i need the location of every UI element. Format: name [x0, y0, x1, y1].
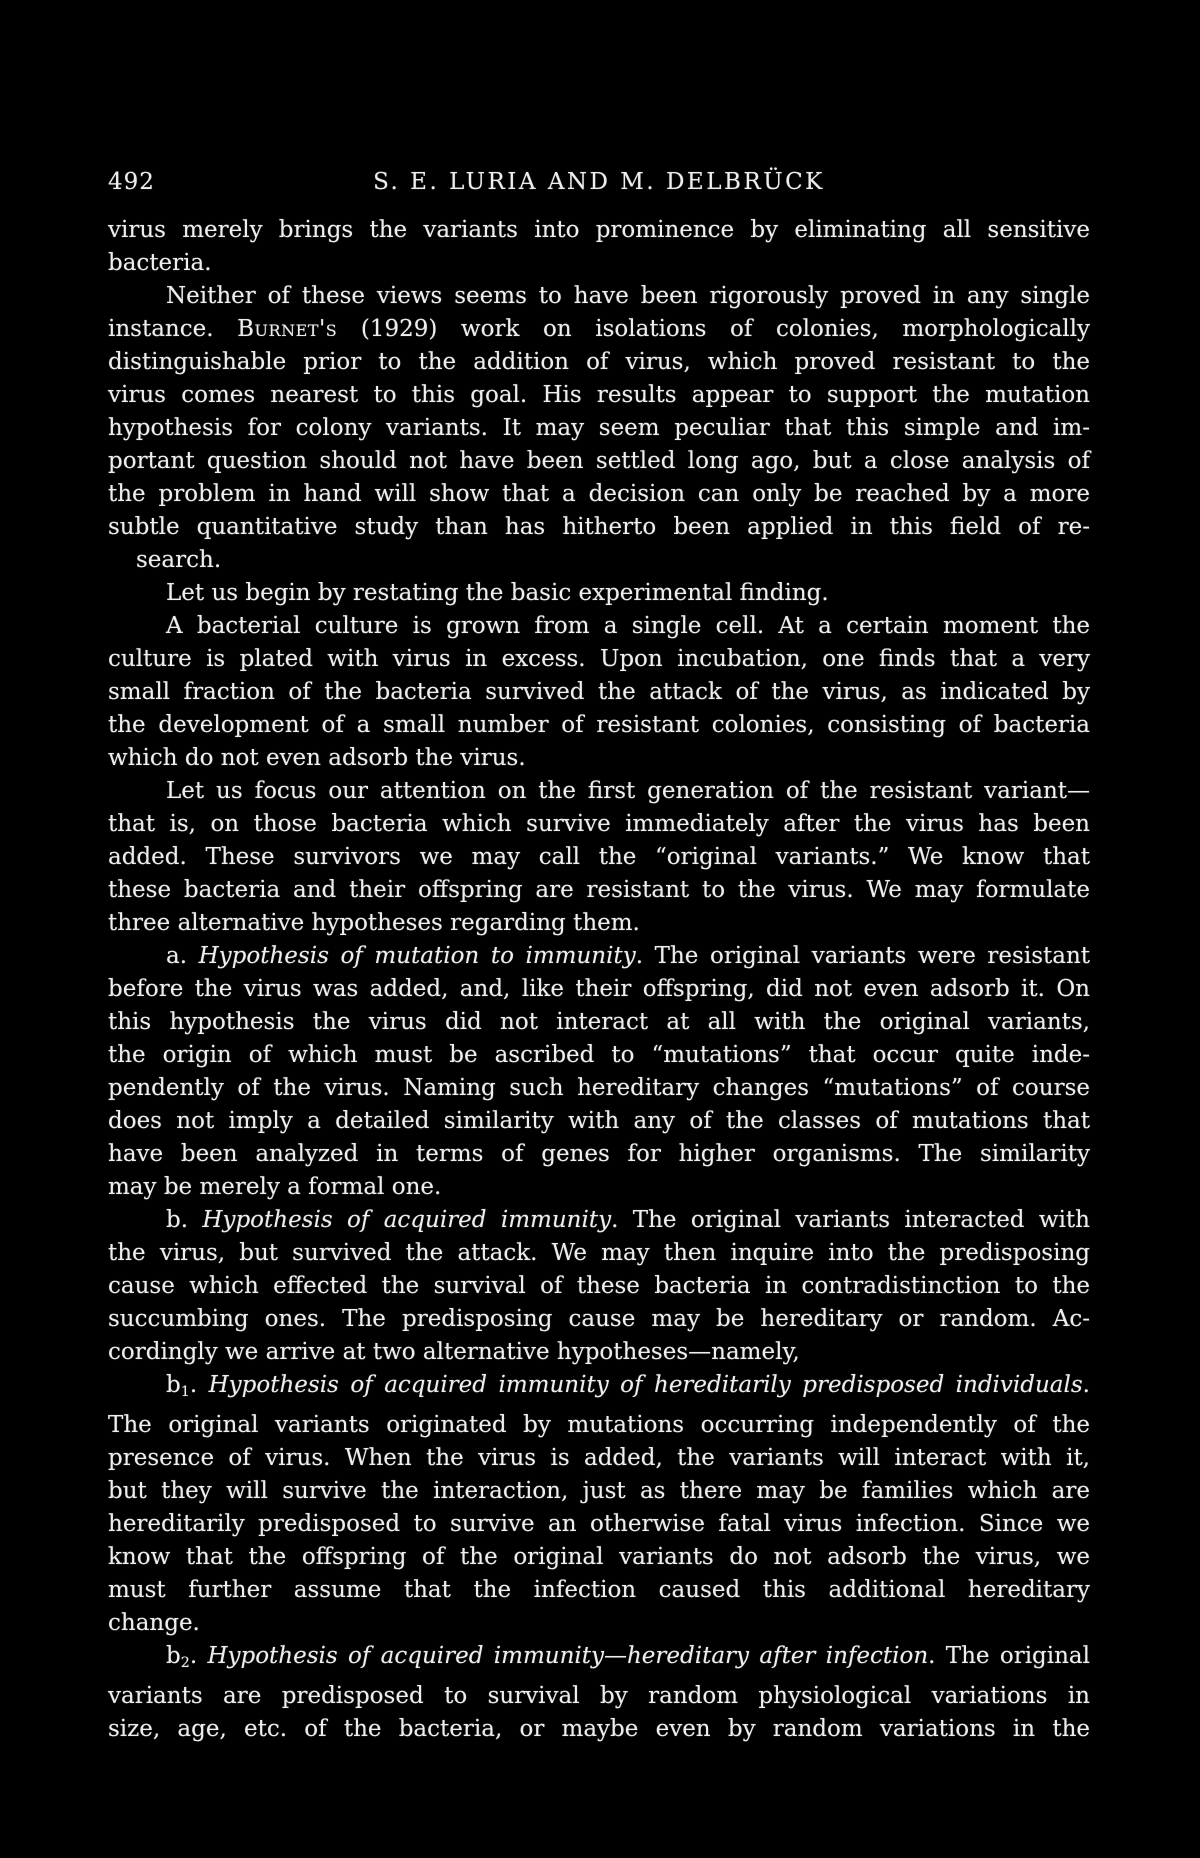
text-line — [108, 1006, 1090, 1039]
text-segment: instance. — [108, 316, 238, 342]
text-line — [108, 1303, 1090, 1336]
text-line — [108, 1237, 1090, 1270]
text-segment: three alternative hypotheses regarding them. — [108, 910, 640, 936]
page-body — [108, 214, 1090, 1746]
text-segment: . — [1082, 1372, 1090, 1398]
text-segment: the problem in hand will show that a decision can only be reached by a more — [108, 481, 1090, 507]
text-segment: . — [189, 1642, 208, 1669]
text-segment: . The original variants interacted with — [611, 1207, 1090, 1233]
text-line — [108, 1680, 1090, 1713]
text-line — [108, 808, 1090, 841]
text-segment: cause which effected the survival of these bacteria in contradistinction to the — [108, 1273, 1090, 1299]
text-segment: Let us begin by restating the basic experimental finding. — [166, 580, 829, 606]
text-segment: b — [166, 1642, 181, 1669]
text-line — [108, 874, 1090, 907]
text-segment: virus merely brings the variants into prominence by eliminating all sensitive — [108, 217, 1090, 243]
text-line — [108, 478, 1090, 511]
text-segment: but they will survive the interaction, just as there may be families which are — [108, 1477, 1090, 1504]
text-line — [108, 1640, 1090, 1680]
text-segment: variants are predisposed to survival by random physiological variations in — [108, 1682, 1090, 1709]
text-segment: . — [189, 1372, 209, 1398]
running-title: S. E. LURIA AND M. DELBRÜCK — [373, 169, 825, 195]
text-segment: distinguishable prior to the addition of virus, which proved resistant to the — [108, 349, 1090, 375]
text-line — [108, 1607, 1090, 1640]
text-segment: have been analyzed in terms of genes for higher organisms. The similarity — [108, 1141, 1090, 1167]
text-segment: b — [166, 1372, 181, 1398]
text-line — [108, 973, 1090, 1006]
text-segment: the origin of which must be ascribed to “mutations” that occur quite inde- — [108, 1042, 1090, 1068]
text-segment: these bacteria and their offspring are resistant to the virus. We may formulate — [108, 877, 1090, 903]
text-line — [108, 280, 1090, 313]
text-segment: added. These survivors we may call the “original variants.” We know that — [108, 844, 1090, 870]
text-segment: succumbing ones. The predisposing cause may be hereditary or random. Ac- — [108, 1306, 1090, 1332]
text-segment: which do not even adsorb the virus. — [108, 745, 526, 771]
page-header — [108, 166, 1090, 199]
text-line — [108, 214, 1090, 247]
text-segment: A bacterial culture is grown from a single cell. At a certain moment the — [166, 613, 1090, 639]
text-segment: portant question should not have been settled long ago, but a close analysis of — [108, 448, 1090, 474]
text-segment: hereditarily predisposed to survive an otherwise fatal virus infection. Since we — [108, 1510, 1090, 1537]
text-line — [108, 445, 1090, 478]
text-segment: search. — [136, 547, 222, 573]
text-line — [108, 577, 1090, 610]
text-segment: pendently of the virus. Naming such hereditary changes “mutations” of course — [108, 1075, 1090, 1101]
text-segment: (1929) work on isolations of colonies, morphologically — [337, 316, 1090, 342]
text-line — [108, 1442, 1090, 1475]
text-segment: . The original — [928, 1642, 1091, 1669]
text-line — [108, 346, 1090, 379]
text-segment: does not imply a detailed similarity with any of the classes of mutations that — [108, 1108, 1090, 1134]
text-segment: Burnet's — [237, 316, 338, 342]
text-segment: Hypothesis of acquired immunity — [202, 1207, 612, 1233]
text-line — [108, 610, 1090, 643]
text-line — [108, 511, 1090, 544]
text-segment: culture is plated with virus in excess. Upon incubation, one finds that a very — [108, 646, 1090, 672]
text-line — [108, 247, 1090, 280]
text-segment: . The original variants were resistant — [635, 943, 1091, 969]
text-line — [108, 1508, 1090, 1541]
text-line — [108, 313, 1090, 346]
text-segment: size, age, etc. of the bacteria, or maybe even by random variations in the — [108, 1715, 1090, 1742]
text-line — [108, 544, 1090, 577]
text-line — [108, 775, 1090, 808]
text-line — [108, 1475, 1090, 1508]
text-segment: before the virus was added, and, like their offspring, did not even adsorb it. On — [108, 976, 1090, 1002]
text-line — [108, 1336, 1090, 1369]
text-segment: small fraction of the bacteria survived the attack of the virus, as indicated by — [108, 679, 1090, 705]
text-segment: must further assume that the infection caused this additional hereditary — [108, 1576, 1090, 1603]
text-segment: a. — [166, 943, 199, 969]
text-segment: may be merely a formal one. — [108, 1174, 442, 1200]
text-segment: that is, on those bacteria which survive immediately after the virus has been — [108, 811, 1090, 837]
text-line — [108, 1270, 1090, 1303]
text-segment: know that the offspring of the original variants do not adsorb the virus, we — [108, 1543, 1090, 1570]
text-line — [108, 1039, 1090, 1072]
text-segment: The original variants originated by mutations occurring independently of the — [108, 1411, 1090, 1438]
text-segment: Hypothesis of acquired immunity—hereditary after infection — [207, 1642, 929, 1669]
text-segment: Let us focus our attention on the first generation of the resistant variant— — [166, 778, 1090, 804]
text-line — [108, 1138, 1090, 1171]
text-line — [108, 1171, 1090, 1204]
text-line — [108, 676, 1090, 709]
text-segment: this hypothesis the virus did not interact at all with the original variants, — [108, 1009, 1090, 1035]
text-segment: subtle quantitative study than has hitherto been applied in this field of re- — [108, 514, 1090, 540]
text-segment: presence of virus. When the virus is added, the variants will interact with it, — [108, 1444, 1090, 1471]
text-line — [108, 1072, 1090, 1105]
text-line — [108, 1713, 1090, 1746]
text-segment: 2 — [180, 1654, 190, 1671]
text-segment: Hypothesis of acquired immunity of hereditarily predisposed individuals — [208, 1372, 1083, 1398]
text-segment: b. — [166, 1207, 203, 1233]
text-segment: hypothesis for colony variants. It may seem peculiar that this simple and im- — [108, 415, 1090, 441]
text-line — [108, 412, 1090, 445]
text-line — [108, 907, 1090, 940]
text-segment: the development of a small number of resistant colonies, consisting of bacteria — [108, 712, 1090, 738]
text-line — [108, 643, 1090, 676]
text-line — [108, 1204, 1090, 1237]
text-segment: change. — [108, 1609, 200, 1636]
text-line — [108, 1105, 1090, 1138]
text-segment: the virus, but survived the attack. We may then inquire into the predisposing — [108, 1240, 1090, 1266]
text-segment: 1 — [180, 1383, 190, 1400]
text-segment: Neither of these views seems to have been rigorously proved in any single — [166, 283, 1090, 309]
text-line — [108, 709, 1090, 742]
text-line — [108, 1369, 1090, 1409]
page-number: 492 — [108, 169, 155, 195]
text-segment: Hypothesis of mutation to immunity — [198, 943, 636, 969]
text-line — [108, 1541, 1090, 1574]
text-segment: virus comes nearest to this goal. His results appear to support the mutation — [108, 382, 1090, 408]
text-segment: bacteria. — [108, 250, 212, 276]
text-line — [108, 841, 1090, 874]
text-segment: cordingly we arrive at two alternative hypotheses—namely, — [108, 1339, 800, 1365]
text-line — [108, 1409, 1090, 1442]
text-line — [108, 940, 1090, 973]
text-line — [108, 1574, 1090, 1607]
text-line — [108, 379, 1090, 412]
text-line — [108, 742, 1090, 775]
